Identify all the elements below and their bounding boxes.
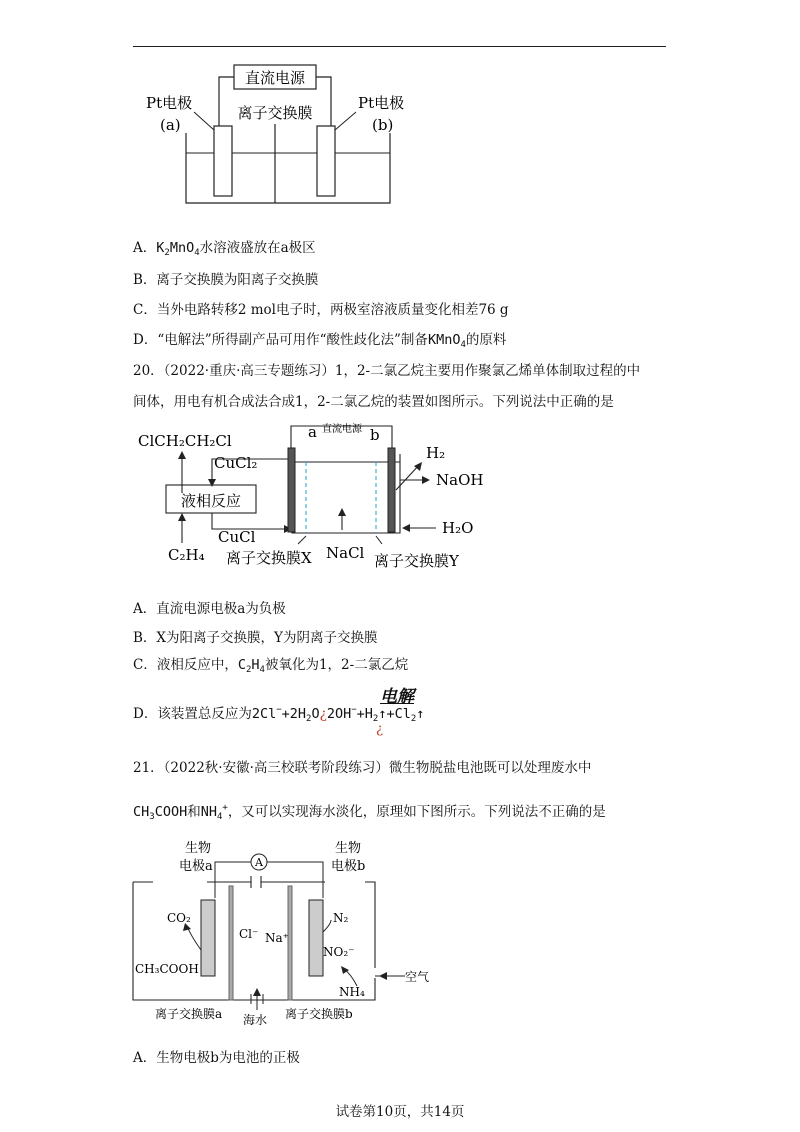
membrane-x-label: 离子交换膜X [226, 549, 312, 567]
page-footer: 试卷第10页，共14页 [335, 1104, 465, 1120]
no2-label: NO₂⁻ [323, 945, 355, 959]
q20-option-d: D．该装置总反应为$2Cl^-+2H_2O¿2OH^-+H_2↑+Cl_2↑$ [133, 705, 425, 724]
left-electrode-label: Pt电极 [146, 94, 193, 112]
membrane-a-label: 离子交换膜a [155, 1007, 223, 1021]
figure-electrolysis-2 [130, 418, 510, 578]
q20-option-b: B．X为阳离子交换膜，Y为阴离子交换膜 [133, 630, 378, 646]
figure-microbial-cell [125, 838, 445, 1028]
h2-label: H₂ [426, 444, 446, 462]
cucl-label: CuCl [218, 528, 256, 546]
left-electrode-tag: (a) [160, 116, 181, 134]
membrane-a [229, 886, 233, 1000]
c2h4-label: C₂H₄ [168, 546, 205, 564]
q19-option-c: C．当外电路转移2 mol电子时，两极室溶液质量变化相差76 g [133, 302, 509, 318]
top-rule [133, 46, 666, 47]
pointer-b [335, 112, 356, 130]
q20-option-c: C．液相反应中，$C_2H_4$被氧化为1，2-二氯乙烷 [133, 657, 409, 675]
ammeter-label: A [255, 856, 263, 869]
right-title-2: 电极b [331, 859, 366, 874]
right-electrode-tag: (b) [372, 116, 394, 134]
electrode-a [288, 448, 295, 532]
naoh-label: NaOH [436, 471, 484, 489]
electrode-b-letter: b [370, 426, 380, 444]
q21-stem-line2: $CH_3COOH$和$NH_4^+$，又可以实现海水淡化，原理如下图所示。下列说法不正确的是 [133, 803, 606, 822]
electrode-b [317, 126, 335, 196]
seawater-label: 海水 [243, 1013, 268, 1027]
product-label: ClCH₂CH₂Cl [138, 432, 232, 450]
power-label: 直流电源 [244, 69, 306, 87]
cucl2-label: CuCl₂ [214, 454, 258, 472]
cl-label: Cl⁻ [239, 927, 259, 941]
na-label: Na⁺ [265, 931, 289, 945]
q20-option-a: A．直流电源电极a为负极 [133, 601, 286, 617]
q19-option-a: A．$K_2MnO_4$水溶液盛放在a极区 [133, 240, 316, 258]
membrane-y-label: 离子交换膜Y [374, 552, 459, 570]
left-title-1: 生物 [185, 841, 212, 856]
co2-label: CO₂ [167, 911, 191, 925]
right-electrode-label: Pt电极 [358, 94, 405, 112]
electrolysis-condition: 电解 [380, 687, 414, 707]
arrow-up-product [178, 451, 186, 459]
right-title-1: 生物 [335, 841, 362, 856]
nh4-label: NH₄ [339, 985, 365, 999]
electrode-a [201, 900, 215, 976]
q21-stem-line1: 21．（2022秋·安徽·高三校联考阶段练习）微生物脱盐电池既可以处理废水中 [133, 760, 592, 776]
cell [292, 454, 400, 533]
h2o-label: H₂O [442, 519, 474, 537]
power-label-2: 直流电源 [322, 424, 362, 435]
electrode-b [388, 448, 395, 532]
q19-option-b: B．离子交换膜为阳离子交换膜 [133, 272, 319, 288]
air-label: 空气 [405, 970, 430, 984]
pointer-a [194, 112, 214, 130]
electrode-b [309, 900, 323, 976]
figure-electrolysis-1 [140, 58, 440, 208]
membrane-label: 离子交换膜 [237, 104, 313, 122]
ch3cooh-label: CH₃COOH [135, 962, 199, 976]
n2-label: N₂ [333, 911, 349, 925]
electrode-a [214, 126, 232, 196]
q21-option-a: A．生物电极b为电池的正极 [133, 1050, 300, 1066]
q20-stem-line1: 20．（2022·重庆·高三专题练习）1，2-二氯乙烷主要用作聚氯乙烯单体制取过程的中 [133, 363, 641, 379]
membrane-b-label: 离子交换膜b [285, 1007, 353, 1021]
liquid-reaction-label: 液相反应 [180, 492, 242, 510]
q19-option-d: D．“电解法”所得副产品可用作“酸性歧化法”制备KMnO$_4$的原料 [133, 332, 507, 350]
left-title-2: 电极a [179, 859, 213, 874]
nacl-label: NaCl [326, 544, 365, 562]
tank [133, 882, 375, 1000]
q20-stem-line2: 间体，用电有机合成法合成1，2-二氯乙烷的装置如图所示。下列说法中正确的是 [133, 394, 614, 410]
electrode-a-letter: a [308, 423, 317, 441]
equation-artifact: ¿ [376, 722, 383, 737]
